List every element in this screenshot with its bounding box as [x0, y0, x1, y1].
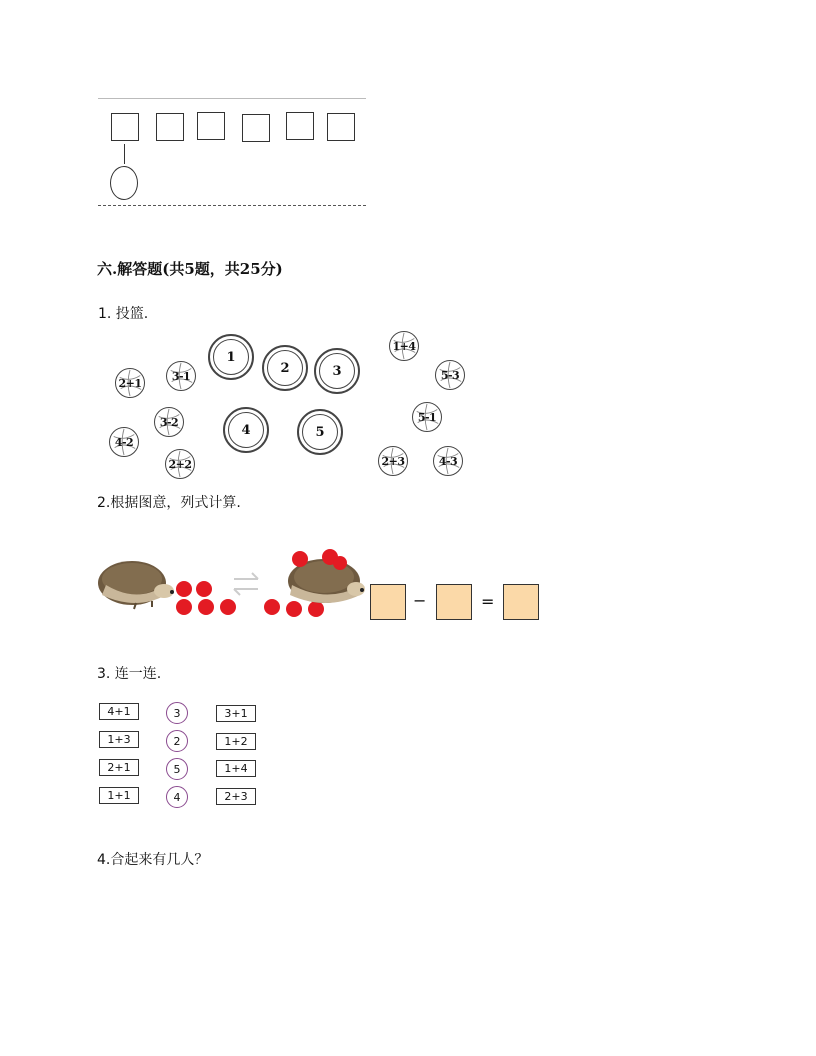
basketball-4minus3[interactable] [433, 446, 463, 476]
right-expression-3[interactable]: 1+4 [216, 760, 256, 777]
basketball-4minus2[interactable] [109, 427, 139, 457]
left-expression-2[interactable]: 1+3 [99, 731, 139, 748]
hoop-1[interactable] [208, 334, 254, 380]
ball-label: 4-2 [114, 435, 134, 449]
minus-sign: − [413, 591, 427, 610]
left-expression-4[interactable]: 1+1 [99, 787, 139, 804]
section-title: 六.解答题(共5题，共25分) [97, 260, 283, 278]
right-expression-1[interactable]: 3+1 [216, 705, 256, 722]
right-expression-4[interactable]: 2+3 [216, 788, 256, 805]
ball-label: 5-3 [440, 368, 460, 382]
answer-square-5[interactable] [286, 112, 314, 140]
hoop-label: 5 [315, 424, 325, 440]
question-3-label: 3. 连一连. [97, 666, 162, 682]
number-circle-3[interactable]: 5 [166, 758, 188, 780]
ball-label: 5-1 [417, 410, 437, 424]
basketball-1plus4[interactable] [389, 331, 419, 361]
answer-box-1[interactable] [370, 584, 406, 620]
left-expression-1[interactable]: 4+1 [99, 703, 139, 720]
equals-sign: = [481, 592, 495, 611]
basketball-3minus1[interactable] [166, 361, 196, 391]
answer-square-2[interactable] [156, 113, 184, 141]
answer-square-4[interactable] [242, 114, 270, 142]
answer-box-3[interactable] [503, 584, 539, 620]
hoop-label: 3 [332, 363, 342, 379]
number-circle-2[interactable]: 2 [166, 730, 188, 752]
question-1-label: 1. 投篮. [98, 306, 149, 322]
arrow [234, 573, 258, 595]
hedgehog-1 [98, 561, 174, 609]
hoop-label: 2 [280, 360, 290, 376]
question-2-label: 2.根据图意，列式计算. [97, 495, 241, 511]
hoop-5[interactable] [297, 409, 343, 455]
right-expression-2[interactable]: 1+2 [216, 733, 256, 750]
basketball-5minus1[interactable] [412, 402, 442, 432]
ball-label: 3-2 [159, 415, 179, 429]
apples-left [176, 581, 236, 615]
answer-square-1[interactable] [111, 113, 139, 141]
answer-box-2[interactable] [436, 584, 472, 620]
ball-label: 2+2 [168, 457, 192, 471]
basketball-2plus2[interactable] [165, 449, 195, 479]
hedgehog-apples-picture [96, 545, 366, 625]
hedgehog-2 [288, 549, 365, 603]
ball-label: 4-3 [438, 454, 458, 468]
ball-label: 2+3 [381, 454, 405, 468]
top-rule [98, 98, 366, 99]
dashed-rule [98, 205, 366, 206]
basketball-2plus1[interactable] [115, 368, 145, 398]
hoop-label: 4 [241, 422, 251, 438]
answer-square-3[interactable] [197, 112, 225, 140]
basketball-5minus3[interactable] [435, 360, 465, 390]
number-circle-1[interactable]: 3 [166, 702, 188, 724]
hoop-4[interactable] [223, 407, 269, 453]
hoop-2[interactable] [262, 345, 308, 391]
ball-label: 1+4 [392, 339, 416, 353]
connector-line [124, 144, 125, 164]
number-circle-4[interactable]: 4 [166, 786, 188, 808]
answer-square-6[interactable] [327, 113, 355, 141]
hoop-label: 1 [226, 349, 236, 365]
hoop-3[interactable] [314, 348, 360, 394]
left-expression-3[interactable]: 2+1 [99, 759, 139, 776]
ball-label: 3-1 [171, 369, 191, 383]
basketball-2plus3[interactable] [378, 446, 408, 476]
answer-oval[interactable] [110, 166, 138, 200]
ball-label: 2+1 [118, 376, 142, 390]
basketball-3minus2[interactable] [154, 407, 184, 437]
question-4-label: 4.合起来有几人？ [97, 852, 209, 868]
